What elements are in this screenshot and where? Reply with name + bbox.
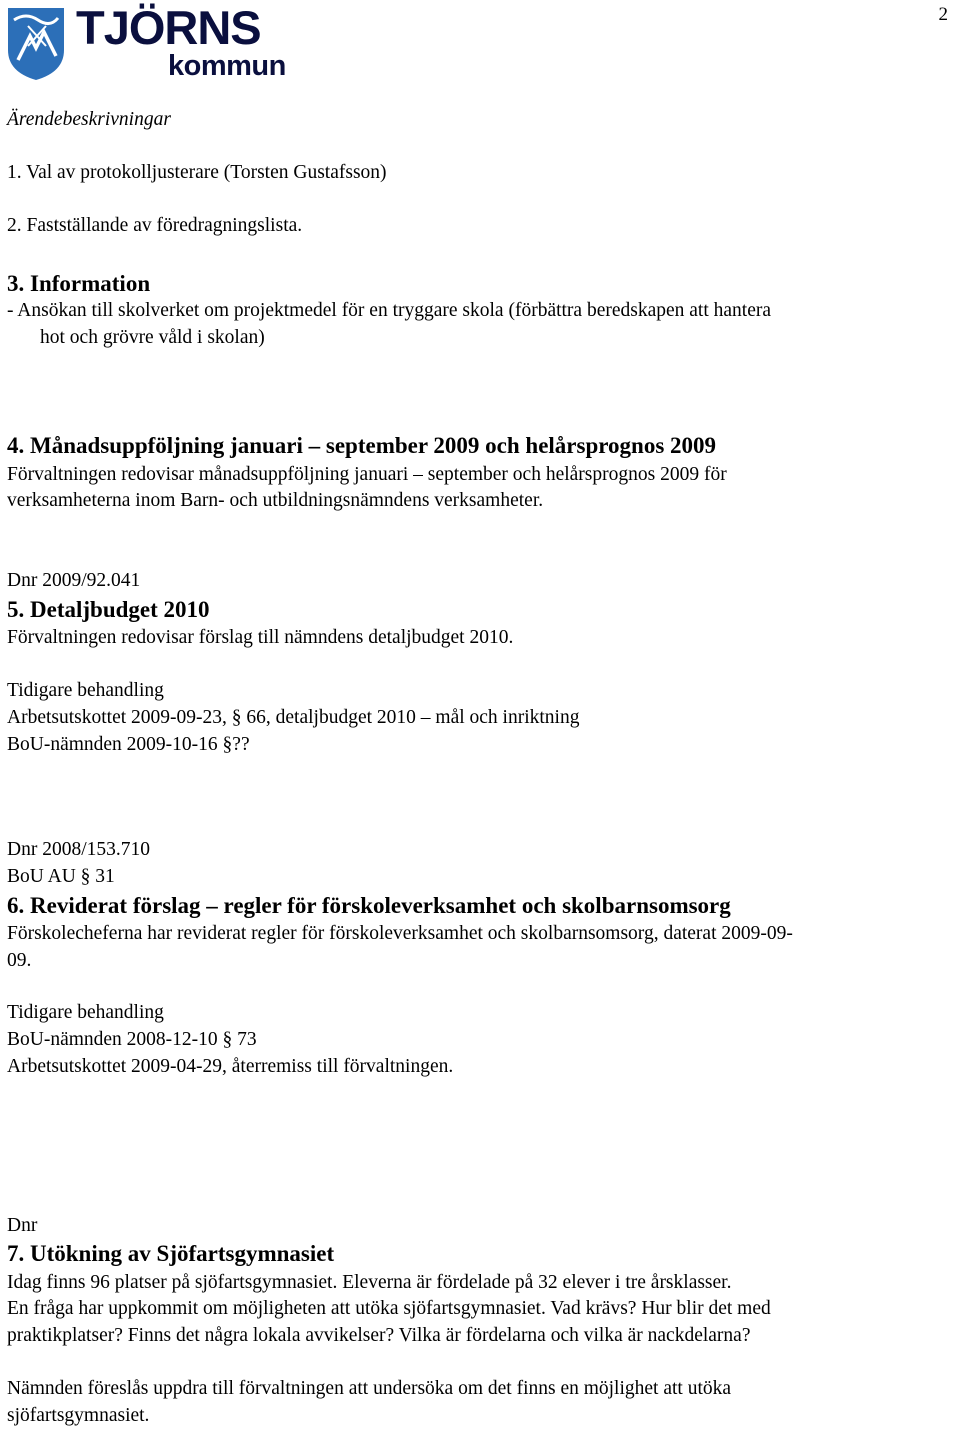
item-7-line-2: En fråga har uppkommit om möjligheten att utöka sjöfartsgymnasiet. Vad krävs? Hur blir det med	[7, 1298, 771, 1319]
item-4-line-1: Förvaltningen redovisar månadsuppföljning januari – september och helårsprognos 2009 för	[7, 464, 727, 485]
section-heading: Ärendebeskrivningar	[7, 109, 171, 130]
page-number: 2	[938, 4, 948, 25]
item-3-line-2: hot och grövre våld i skolan)	[40, 327, 265, 348]
logo-name: TJÖRNS	[76, 1, 261, 54]
item-3-line-1: - Ansökan till skolverket om projektmedel för en tryggare skola (förbättra beredskapen att hantera	[7, 300, 772, 321]
item-7-line-4: Nämnden föreslås uppdra till förvaltningen att undersöka om det finns en möjlighet att utöka	[7, 1378, 732, 1399]
item-6-line-2: 09.	[7, 950, 32, 971]
item-6-prior-2: Arbetsutskottet 2009-04-29, återremiss till förvaltningen.	[7, 1056, 454, 1077]
item-6-prior-heading: Tidigare behandling	[7, 1002, 164, 1023]
item-3-title: 3. Information	[7, 271, 151, 296]
item-6-dnr: Dnr 2008/153.710	[7, 839, 150, 860]
item-7-line-5: sjöfartsgymnasiet.	[7, 1405, 150, 1426]
logo-subtitle: kommun	[168, 50, 286, 82]
item-7-dnr: Dnr	[7, 1215, 38, 1236]
item-5-title: 5. Detaljbudget 2010	[7, 597, 210, 622]
coat-of-arms-icon	[6, 6, 66, 82]
item-5-line-1: Förvaltningen redovisar förslag till nämndens detaljbudget 2010.	[7, 627, 514, 648]
item-5-prior-heading: Tidigare behandling	[7, 680, 164, 701]
item-6-prior-1: BoU-nämnden 2008-12-10 § 73	[7, 1029, 257, 1050]
item-5-dnr: Dnr 2009/92.041	[7, 570, 141, 591]
tjorns-kommun-logo	[6, 1, 286, 82]
item-6-line-1: Förskolecheferna har reviderat regler för förskoleverksamhet och skolbarnsomsorg, daterat 2009-09-	[7, 923, 793, 944]
item-7-line-1: Idag finns 96 platser på sjöfartsgymnasiet. Eleverna är fördelade på 32 elever i tre årsklasser.	[7, 1272, 732, 1293]
item-6-title: 6. Reviderat förslag – regler för förskoleverksamhet och skolbarnsomsorg	[7, 893, 731, 918]
item-4-title: 4. Månadsuppföljning januari – september 2009 och helårsprognos 2009	[7, 433, 717, 458]
item-7-title: 7. Utökning av Sjöfartsgymnasiet	[7, 1241, 335, 1266]
item-5-prior-1: Arbetsutskottet 2009-09-23, § 66, detaljbudget 2010 – mål och inriktning	[7, 707, 580, 728]
item-1: 1. Val av protokolljusterare (Torsten Gustafsson)	[7, 162, 387, 183]
item-4-line-2: verksamheterna inom Barn- och utbildningsnämndens verksamheter.	[7, 490, 544, 511]
item-7-line-3: praktikplatser? Finns det några lokala avvikelser? Vilka är fördelarna och vilka är nackdelarna?	[7, 1325, 751, 1346]
item-2: 2. Fastställande av föredragningslista.	[7, 215, 303, 236]
item-6-ref: BoU AU § 31	[7, 866, 115, 887]
item-5-prior-2: BoU-nämnden 2009-10-16 §??	[7, 734, 250, 755]
